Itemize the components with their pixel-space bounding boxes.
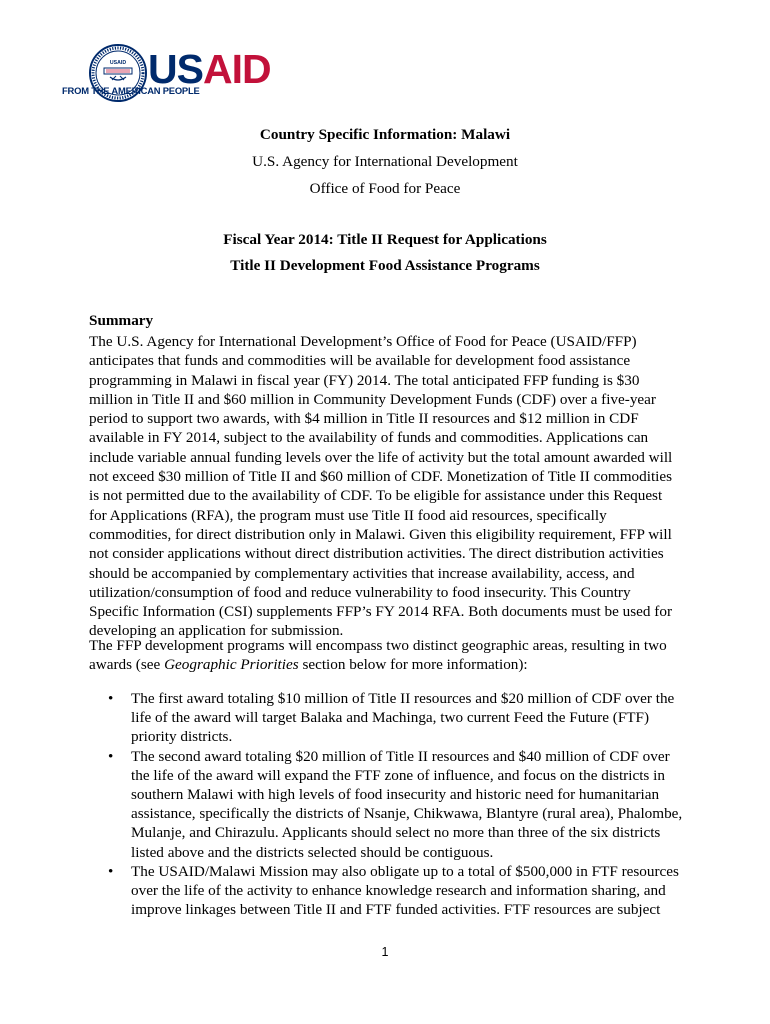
bullet-icon: • bbox=[108, 747, 114, 765]
programs-text: section below for more information): bbox=[298, 656, 528, 674]
wordmark-aid: AID bbox=[202, 46, 271, 92]
summary-line: should be accompanied by complementary activities that increase availability, access, and bbox=[89, 564, 635, 582]
bullet-icon: • bbox=[108, 690, 114, 707]
list-item bbox=[89, 747, 709, 862]
bullet-icon: • bbox=[108, 862, 114, 880]
summary-line: programming in Malawi in fiscal year (FY) 2014. The total anticipated FFP funding is $30 bbox=[89, 371, 640, 389]
bullet-line: priority districts. bbox=[131, 728, 233, 746]
programs-paragraph bbox=[89, 636, 689, 675]
rfa-title: Fiscal Year 2014: Title II Request for Applications bbox=[223, 231, 547, 248]
summary-line: anticipates that funds and commodities will be available for development food assistance bbox=[89, 352, 631, 370]
geographic-priorities-reference: Geographic Priorities bbox=[164, 656, 299, 674]
program-title: Title II Development Food Assistance Programs bbox=[230, 257, 540, 274]
bullet-line: The USAID/Malawi Mission may also obligate up to a total of $500,000 in FTF resources bbox=[131, 862, 679, 880]
bullet-line: assistance, specifically the districts of Nsanje, Chikwawa, Blantyre (rural area), Phalombe, bbox=[131, 805, 683, 823]
bullet-line: life of the award will target Balaka and Machinga, two current Feed the Future (FTF) bbox=[131, 709, 650, 727]
summary-line: commodities, for direct distribution only in Malawi. Given this eligibility requirement, FFP will bbox=[89, 525, 672, 543]
bullet-line: The second award totaling $20 million of Title II resources and $40 million of CDF over bbox=[131, 747, 670, 765]
logo-tagline: FROM THE AMERICAN PEOPLE bbox=[62, 85, 200, 96]
summary-line: The U.S. Agency for International Development’s Office of Food for Peace (USAID/FFP) bbox=[89, 333, 637, 350]
seal-text: USAID bbox=[109, 60, 127, 66]
summary-line: not consider applications without direct distribution activities. The direct distribution activities bbox=[89, 545, 664, 563]
list-item bbox=[89, 689, 709, 747]
summary-heading: Summary bbox=[89, 312, 154, 329]
summary-line: period to support two awards, with $4 million in Title II resources and $12 million in CDF bbox=[89, 410, 639, 428]
agency-name: U.S. Agency for International Development bbox=[252, 153, 518, 170]
wordmark-us: US bbox=[148, 46, 203, 92]
page-number: 1 bbox=[381, 945, 389, 959]
summary-line: utilization/consumption of food and reduce vulnerability to food insecurity. This Country bbox=[89, 583, 631, 601]
programs-line: The FFP development programs will encompass two distinct geographic areas, resulting in two bbox=[89, 637, 667, 654]
bullet-line: The first award totaling $10 million of Title II resources and $20 million of CDF over the bbox=[131, 690, 675, 707]
summary-line: not exceed $30 million of Title II and $60 million of CDF. Monetization of Title II commodities bbox=[89, 468, 673, 486]
summary-line: available in FY 2014, subject to the availability of funds and commodities. Applications can bbox=[89, 429, 649, 447]
summary-line: developing an application for submission. bbox=[89, 622, 344, 640]
summary-line: Specific Information (CSI) supplements FFP’s FY 2014 RFA. Both documents must be used for bbox=[89, 603, 673, 621]
list-item bbox=[89, 862, 709, 920]
programs-text: awards (see bbox=[89, 656, 165, 674]
summary-line: for Applications (RFA), the program must use Title II food aid resources, specifically bbox=[89, 506, 607, 524]
bullet-line: over the life of the activity to enhance knowledge research and information sharing, and bbox=[131, 882, 666, 900]
office-name: Office of Food for Peace bbox=[309, 180, 461, 197]
usaid-wordmark bbox=[148, 46, 271, 92]
award-bullet-list bbox=[89, 689, 709, 919]
programs-line bbox=[89, 655, 689, 674]
summary-paragraph bbox=[89, 332, 689, 641]
bullet-line: Mulanje, and Chirazulu. Applicants should select no more than three of the six districts bbox=[131, 824, 661, 842]
summary-line: million in Title II and $60 million in Community Development Funds (CDF) over a five-year bbox=[89, 390, 656, 408]
bullet-line: improve linkages between Title II and FTF funded activities. FTF resources are subject bbox=[131, 901, 661, 919]
bullet-line: listed above and the districts selected should be contiguous. bbox=[131, 843, 494, 861]
summary-line: is not permitted due to the availability of CDF. To be eligible for assistance under this Request bbox=[89, 487, 663, 505]
bullet-line: the life of the award will expand the FTF zone of influence, and focus on the districts in bbox=[131, 766, 665, 784]
summary-line: include variable annual funding levels over the life of activity but the total amount awarded will bbox=[89, 448, 673, 466]
document-title: Country Specific Information: Malawi bbox=[259, 126, 511, 143]
bullet-line: southern Malawi with high levels of food insecurity and historic need for humanitarian bbox=[131, 786, 660, 804]
